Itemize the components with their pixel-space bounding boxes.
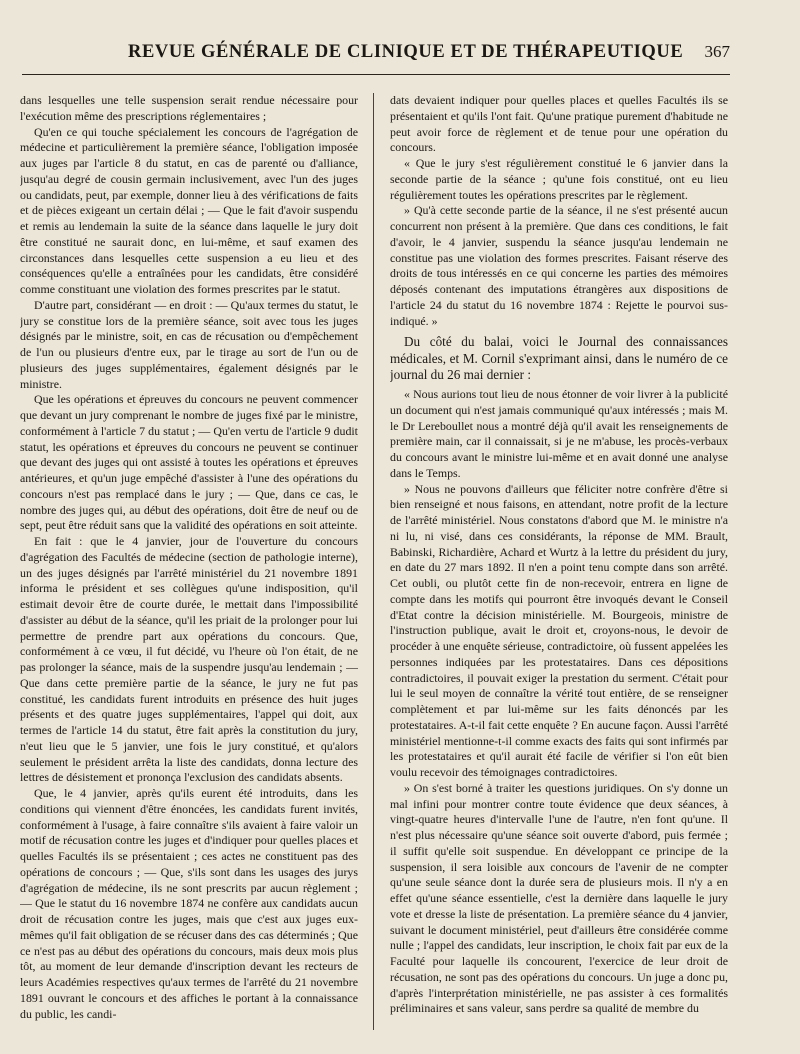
paragraph: Que, le 4 janvier, après qu'ils eurent été introduits, dans les conditions qui viennent d'être énoncées, les candidats furent invités, conformément à l'usage, à faire connaître s'ils avaient à faire valoir un motif de récusation contre les juges et d'indiquer pour quelles places et quelles Facultés ils se présentaient ; ces actes ne constituent pas des opérations de concours ; — Que, s'ils sont dans les usages des jurys d'agrégation de médecine, ils ne sont prescrits par aucun règlement ; — Que le statut du 16 novembre 1874 ne confère aux candidats aucun droit de récusation contre les juges, mais que c'est aux juges eux-mêmes qu'il fait obligation de se récuser dans des cas déterminés ; Que ce n'est pas au début des opérations du concours, mais deux mois plus tôt, au moment de leur demande d'inscription devant les recteurs de leurs Académies respectives qu'aux termes de l'arrêté du 21 novembre 1891 ouvrant le concours et des affiches le portant à la connaissance du public, les candi- xyxy=(20,786,358,1021)
page-header xyxy=(18,40,738,70)
paragraph: Qu'en ce qui touche spécialement les concours de l'agrégation de médecine et particulièrement la première séance, l'obligation imposée aux juges par l'article 8 du statut, en cas de parenté ou d'alliance, jusqu'au degré de cousin germain inclusivement, avec l'un des juges ou candidats, peut, par exemple, donner lieu à des vérifications de faits et de pièces exigeant un certain délai ; — Que le fait d'avoir suspendu et remis au lendemain la suite de la séance dans laquelle le jury doit être constitué ne saurait donc, en lui-même, et sauf examen des circonstances dans lesquelles cette suspension a eu lieu et des conséquences qu'elle a entraînées pour les candidats, être considéré comme constituant une violation des formes prescrites par le statut. xyxy=(20,124,358,296)
left-column xyxy=(20,93,358,1038)
paragraph: Que les opérations et épreuves du concours ne peuvent commencer que devant un jury comprenant le nombre de juges fixé par le ministre, conformément à l'article 7 du statut ; — Qu'en vertu de l'article 9 dudit statut, les opérations et épreuves du concours ne peuvent se continuer que devant des juges qui ont assisté à toutes les opérations et épreuves antérieures, et qu'un juge empêché d'assister à l'une des opérations du concours n'est pas remplacé dans le jury ; — Que, dans ce cas, le nombre des juges qui, au début des opérations, doit être de neuf ou de sept, peut être réduit sans que la validité des opérations en soit atteinte. xyxy=(20,392,358,533)
lead-paragraph: Du côté du balai, voici le Journal des connaissances médicales, et M. Cornil s'exprimant ainsi, dans le numéro de ce journal du 26 mai dernier : xyxy=(390,334,728,382)
paragraph: En fait : que le 4 janvier, jour de l'ouverture du concours d'agrégation des Facultés de médecine (section de pathologie interne), un des juges désignés par l'arrêté ministériel du 21 novembre 1891 informa le président et ses collègues qu'une indisposition, qu'il estimait devoir être de courte durée, le mettait dans l'impossibilité d'assister au début de la séance, qu'il les priait de la prolonger pour lui permettre de prendre part aux opérations du concours. Que, conformément à ce vœu, il fut décidé, vu l'heure où l'on était, de ne pas prolonger la séance, mais de la suspendre jusqu'au lendemain ; — Que dans cette première partie de la séance, le jury ne fut pas constitué, les candidats furent introduits en présence des huit juges présents et des quatre juges supplémentaires, l'appel qui doit, aux termes de l'article 14 du statut, être fait après la constitution du jury, n'eut lieu que le 5 janvier, une fois le jury constitué, et qu'alors seulement le président arrêta la liste des candidats, donna lecture des lettres de désistement et prononça l'exclusion des candidats absents. xyxy=(20,534,358,785)
paragraph: « Que le jury s'est régulièrement constitué le 6 janvier dans la seconde partie de la séance ; qu'une fois constitué, ont eu lieu régulièrement toutes les opérations prescrites par le règlement. xyxy=(390,156,728,202)
right-column xyxy=(390,93,728,1038)
page-number: 367 xyxy=(704,42,730,61)
running-title: REVUE GÉNÉRALE DE CLINIQUE ET DE THÉRAPEUTIQUE xyxy=(128,42,684,62)
column-divider xyxy=(373,93,374,1030)
quoted-paragraph: « Nous aurions tout lieu de nous étonner de voir livrer à la publicité un document qui n'est jamais communiqué qu'aux intéressés ; mais M. le Dr Lereboullet nous a montré déjà qu'il avait les renseignements de première main, car il connaissait, si je ne m'abuse, les procès-verbaux du concours avant le ministre lui-même et en avait donné une analyse dans le Temps. xyxy=(390,387,728,480)
paragraph: » Qu'à cette seconde partie de la séance, il ne s'est présenté aucun concurrent non présent à la première. Que dans ces conditions, le fait d'avoir, le 4 janvier, suspendu la séance jusqu'au lendemain ne constitue pas une violation des formes prescrites. Faisant réserve des droits de tous intéressés en ce qui concerne les parties des mémoires déposés contenant des imputations étrangères aux dispositions de l'article 24 du statut du 16 novembre 1874 : Rejette le pourvoi sus-indiqué. » xyxy=(390,203,728,328)
quoted-paragraph: » On s'est borné à traiter les questions juridiques. On s'y donne un mal infini pour montrer contre toute évidence que deux séances, à vingt-quatre heures d'intervalle l'une de l'autre, n'en font qu'une. Il n'est plus nécessaire qu'une séance soit ouverte d'abord, puis fermée ; il suffit qu'elle soit suspendue. En développant ce principe de la suspension, il sera loisible aux concours de l'avenir de ne compter qu'une seule séance dont la durée sera de plusieurs mois. Il n'y a en effet qu'une séance essentielle, c'est la dernière dans laquelle le jury vote et dresse la liste de présentation. La première séance du 4 janvier, suivant le document ministériel, peut d'ailleurs être considérée comme nulle ; l'appel des candidats, leur inscription, le choix fait par eux de la Faculté pour laquelle ils concourent, l'exercice de leur droit de récusation, ne sont pas des opérations du concours. Un juge a donc pu, d'après l'interprétation ministérielle, ne pas assister à ces formalités préliminaires et sans valeur, sans perdre sa qualité de membre du xyxy=(390,780,728,1016)
quoted-paragraph: » Nous ne pouvons d'ailleurs que féliciter notre confrère d'être si bien renseigné et nous faisons, en attendant, notre profit de la lecture de l'arrêté ministériel. Nous constatons d'abord que M. le ministre n'a ni lu, ni visé, dans ces considérants, la réponse de MM. Brault, Babinski, Richardière, Achard et Wurtz à la lettre du président du jury, en date du 27 mars 1892. Il n'en a point tenu compte dans son arrêté. Cet oubli, ou plutôt cette fin de non-recevoir, entrera en ligne de compte dans les motifs qui pourront être invoqués devant le Conseil d'Etat contre la décision ministérielle. M. Bourgeois, ministre de l'instruction publique, avait le droit et, croyons-nous, le devoir de procéder à une enquête sérieuse, contradictoire, où fussent appelées les personnes indiquées par les protestataires. Dans ces dépositions contradictoires, il pouvait exiger la prestation du serment. C'était pour lui le seul moyen de connaître la vérité tout entière, de se renseigner complètement et par lui-même sur les faits dénoncés par les protestataires. A-t-il fait cette enquête ? En aucune façon. Aussi l'arrêté ministériel mentionne-t-il comme exacts des faits qui sont infirmés par les protestataires et qu'il aurait été facile de vérifier si l'on eût bien voulu recevoir des témoignages contradictoires. xyxy=(390,481,728,780)
paragraph: D'autre part, considérant — en droit : — Qu'aux termes du statut, le jury se constitue lors de la première séance, soit avec tous les juges désignés par le ministre, soit, en cas de récusation ou d'empêchement de l'un ou plusieurs d'entre eux, par le tirage au sort de l'un ou de plusieurs des juges supplémentaires, également désignés par le ministre. xyxy=(20,297,358,391)
paragraph: dats devaient indiquer pour quelles places et quelles Facultés ils se présentaient et qu'ils l'ont fait. Qu'une pratique purement d'habitude ne peut avoir force de règlement et de tenue pour une opération du concours. xyxy=(390,93,728,155)
header-rule xyxy=(22,74,730,75)
paragraph: dans lesquelles une telle suspension serait rendue nécessaire pour l'exécution même des prescriptions réglementaires ; xyxy=(20,93,358,123)
